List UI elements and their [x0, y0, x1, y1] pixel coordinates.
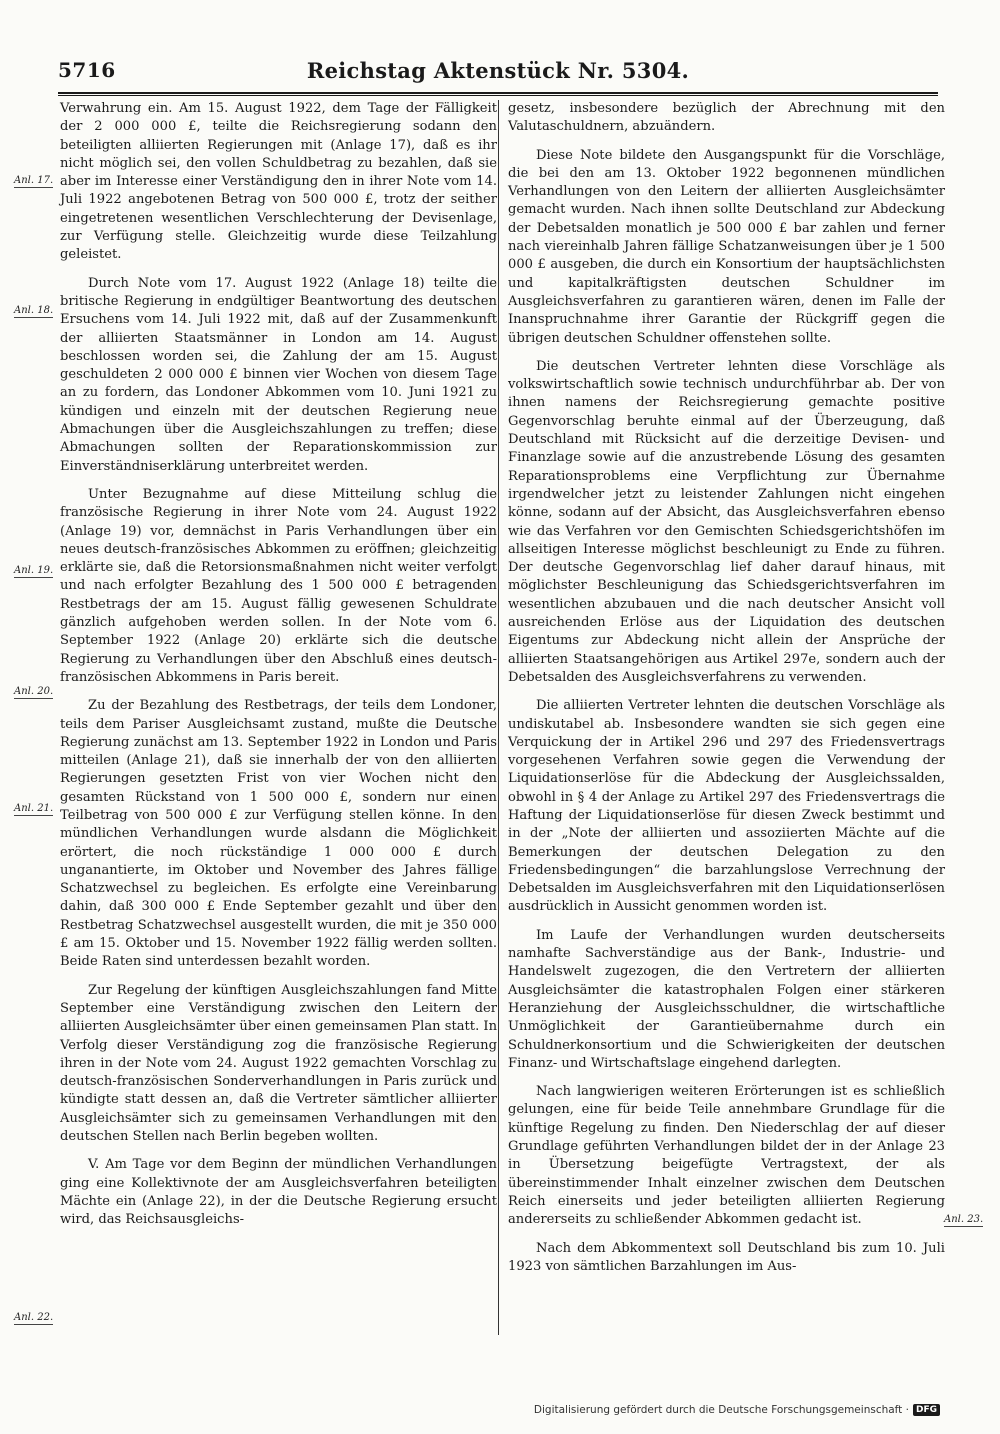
page-number: 5716	[58, 58, 116, 82]
margin-note-anl18: Anl. 18.	[14, 305, 54, 316]
left-column	[60, 100, 497, 1240]
paragraph-right-4: Die alliierten Vertreter lehnten die deutschen Vorschläge als undiskutabel ab. Insbesondere wandten sie sich gegen eine Verquickung der in Artikel 296 und 297 des Friedensvertrags vorgesehenen Verfahren sowie gegen die Verwendung der Liquidationserlöse für die Abdeckung der Ausgleichssalden, obwohl in § 4 der Anlage zu Artikel 297 des Friedensvertrags die Haftung der Liquidationserlöse für diesen Zweck bestimmt und in der „Note der alliierten und assoziierten Mächte auf die Bemerkungen der deutschen Delegation zu den Friedensbedingungen“ die barzahlungslose Verrechnung der Debetsalden im Ausgleichsverfahren mit den Liquidationserlösen ausdrücklich in Aussicht genommen worden ist.	[508, 698, 945, 915]
margin-note-anl23: Anl. 23.	[944, 1214, 984, 1225]
right-column	[508, 100, 945, 1286]
paragraph-left-4: Zu der Bezahlung des Restbetrags, der teils dem Londoner, teils dem Pariser Ausgleichsamt zustand, mußte die Deutsche Regierung zunächst am 13. September 1922 in London und Paris mitteilen (Anlage 21), daß sie innerhalb der von den alliierten Regierungen gesetzten Frist von vier Wochen nicht den gesamten Rückstand von 1 500 000 £, sondern nur einen Teilbetrag von 500 000 £ zur Verfügung stellen könne. In den mündlichen Verhandlungen wurde alsdann die Möglichkeit erörtert, die noch rückständige 1 000 000 £ durch unganantierte, im Oktober und November des Jahres fällige Schatzwechsel zu begleichen. Es erfolgte eine Vereinbarung dahin, daß 300 000 £ Ende September gezahlt und über den Restbetrag Schatzwechsel ausgestellt wurden, die mit je 350 000 £ am 15. Oktober und 15. November 1922 fällig werden sollten. Beide Raten sind unterdessen bezahlt worden.	[60, 698, 497, 970]
paragraph-right-2: Diese Note bildete den Ausgangspunkt für die Vorschläge, die bei den am 13. Oktober 1922 begonnenen mündlichen Verhandlungen von den Leitern der alliierten Ausgleichsämter gemacht wurden. Nach ihnen sollte Deutschland zur Abdeckung der Debetsalden monatlich je 500 000 £ bar zahlen und ferner nach viereinhalb Jahren fällige Schatzanweisungen über je 1 500 000 £ ausgeben, die durch ein Konsortium der hauptsächlichsten und kapitalkräftigsten deutschen Schuldner im Ausgleichsverfahren zu garantieren wären, denen im Falle der Inanspruchnahme ihrer Garantie der Rückgriff gegen die übrigen deutschen Schuldner offenstehen sollte.	[508, 147, 945, 346]
paragraph-left-6: V. Am Tage vor dem Beginn der mündlichen Verhandlungen ging eine Kollektivnote der am Ausgleichsverfahren beteiligten Mächte ein (Anlage 22), in der die Deutsche Regierung ersucht wird, das Reichsausgleichs-	[60, 1157, 497, 1228]
paragraph-right-3: Die deutschen Vertreter lehnten diese Vorschläge als volkswirtschaftlich sowie technisch undurchführbar ab. Der von ihnen namens der Reichsregierung gemachte positive Gegenvorschlag beruhte einmal auf der Überzeugung, daß Deutschland mit Rücksicht auf die derzeitige Devisen- und Finanzlage sowie auf die anzustrebende Lösung des gesamten Reparationsproblems eine Verpflichtung zur Übernahme irgendwelcher jetzt zu leistender Zahlungen nicht eingehen könne, sodann auf der Absicht, das Ausgleichsverfahren ebenso wie das Verfahren vor den Gemischten Schiedsgerichtshöfen im allseitigen Interesse möglichst beschleunigt zu Ende zu führen. Der deutsche Gegenvorschlag lief daher darauf hinaus, mit möglichster Beschleunigung das Schiedsgerichtsverfahren im wesentlichen abzubauen und die nach deutscher Ansicht voll ausreichenden Erlöse aus der Liquidation des deutschen Eigentums zur Abdeckung nicht allein der Ansprüche der alliierten Staatsangehörigen aus Artikel 297e, sondern auch der Debetsalden des Ausgleichsverfahrens zu verwenden.	[508, 358, 945, 685]
page-header	[58, 58, 938, 90]
paragraph-right-6: Nach langwierigen weiteren Erörterungen ist es schließlich gelungen, eine für beide Teile annehmbare Grundlage für die künftige Regelung zu finden. Den Niederschlag der auf dieser Grundlage geführten Verhandlungen bildet der in der Anlage 23 in Übersetzung beigefügte Vertragstext, der als übereinstimmender Inhalt einzelner zwischen dem Deutschen Reich einerseits und jeder beteiligten alliierten Regierung andererseits zu schließender Abkommen gedacht ist.	[508, 1084, 945, 1228]
margin-note-anl19: Anl. 19.	[14, 565, 54, 576]
running-title: Reichstag Aktenstück Nr. 5304.	[306, 58, 690, 83]
paragraph-right-5: Im Laufe der Verhandlungen wurden deutscherseits namhafte Sachverständige aus der Bank-, Industrie- und Handelswelt zugezogen, die den Vertretern der alliierten Ausgleichsämter die katastrophalen Folgen einer stärkeren Heranziehung der Ausgleichsschuldner, die wirtschaftliche Unmöglichkeit der Garantieübernahme durch ein Schuldnerkonsortium und die Schwierigkeiten der deutschen Finanz- und Wirtschaftslage eingehend darlegten.	[508, 927, 945, 1071]
footer-credit	[534, 1404, 940, 1416]
paragraph-left-5: Zur Regelung der künftigen Ausgleichszahlungen fand Mitte September eine Verständigung zwischen den Leitern der alliierten Ausgleichsämter über einen gemeinsamen Plan statt. In Verfolg dieser Verständigung zog die französische Regierung ihren in der Note vom 24. August 1922 gemachten Vorschlag zu deutsch-französischen Sonderverhandlungen in Paris zurück und kündigte statt dessen an, daß die Vertreter sämtlicher alliierter Ausgleichsämter sich zu gemeinsamen Verhandlungen mit den deutschen Stellen nach Berlin begeben wollten.	[60, 982, 497, 1145]
paragraph-right-1: gesetz, insbesondere bezüglich der Abrechnung mit den Valutaschuldnern, abzuändern.	[508, 101, 945, 135]
margin-note-anl17: Anl. 17.	[14, 175, 54, 186]
footer-credit-text: Digitalisierung gefördert durch die Deutsche Forschungsgemeinschaft ·	[533, 1404, 909, 1416]
margin-note-anl20: Anl. 20.	[14, 686, 54, 697]
margin-note-anl21: Anl. 21.	[14, 803, 54, 814]
paragraph-right-7: Nach dem Abkommentext soll Deutschland bis zum 10. Juli 1923 von sämtlichen Barzahlungen im Aus-	[508, 1240, 945, 1274]
paragraph-left-1: Verwahrung ein. Am 15. August 1922, dem Tage der Fälligkeit der 2 000 000 £, teilte die Reichsregierung sodann den beteiligten alliierten Regierungen mit (Anlage 17), daß es ihr nicht möglich sei, den vollen Schuldbetrag zu bezahlen, daß sie aber im Interesse einer Verständigung den in ihrer Note vom 14. Juli 1922 angebotenen Betrag von 500 000 £, trotz der seither eingetretenen wesentlichen Verschlechterung der Devisenlage, zur Verfügung stelle. Gleichzeitig wurde diese Teilzahlung geleistet.	[60, 101, 497, 263]
header-rule-thin	[58, 95, 938, 96]
margin-note-anl22: Anl. 22.	[14, 1312, 54, 1323]
paragraph-left-2: Durch Note vom 17. August 1922 (Anlage 18) teilte die britische Regierung in endgültiger Beantwortung des deutschen Ersuchens vom 14. Juli 1922 mit, daß auf der Zusammenkunft der alliierten Staatsmänner in London am 14. August beschlossen worden sei, die Zahlung der am 15. August geschuldeten 2 000 000 £ binnen vier Wochen von diesem Tage an zu fordern, das Londoner Abkommen vom 10. Juni 1921 zu kündigen und einzeln mit der deutschen Regierung neue Abmachungen über die Ausgleichszahlungen zu treffen; diese Abmachungen sollten der Reparationskommission zur Einverständniserklärung unterbreitet werden.	[60, 275, 497, 474]
paragraph-left-3: Unter Bezugnahme auf diese Mitteilung schlug die französische Regierung in ihrer Note vom 24. August 1922 (Anlage 19) vor, demnächst in Paris Verhandlungen über ein neues deutsch-französisches Abkommen zu eröffnen; gleichzeitig erklärte sie, daß die Retorsionsmaßnahmen nicht weiter verfolgt und nach erfolgter Bezahlung des 1 500 000 £ betragenden Restbetrags der am 15. August fällig gewesenen Schuldrate gänzlich aufgehoben werden sollen. In der Note vom 6. September 1922 (Anlage 20) erklärte sich die deutsche Regierung zu Verhandlungen über den Abschluß eines deutsch-französischen Abkommens in Paris bereit.	[60, 486, 497, 685]
dfg-logo-icon: DFG	[913, 1404, 940, 1416]
column-divider	[498, 100, 499, 1335]
header-rule	[58, 92, 938, 94]
